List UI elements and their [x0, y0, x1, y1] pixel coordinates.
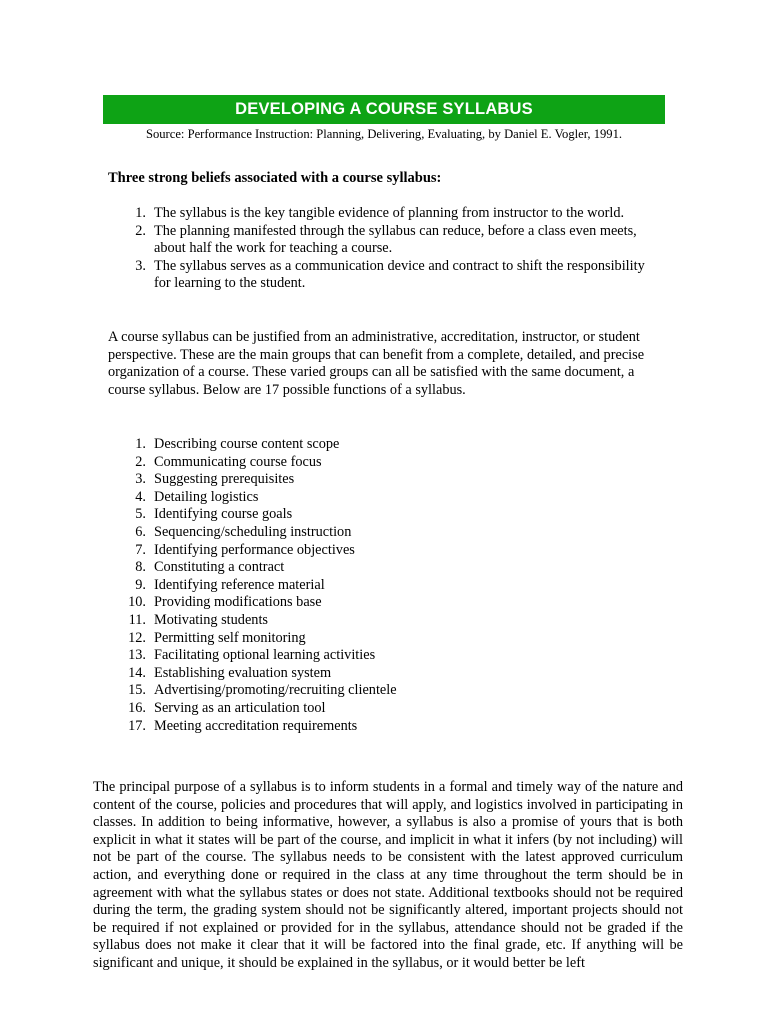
list-number: 16. [128, 699, 146, 716]
list-text: Constituting a contract [154, 559, 285, 576]
function-item [108, 612, 648, 630]
list-number: 8. [135, 559, 146, 576]
list-text: Providing modifications base [154, 594, 322, 611]
purpose-paragraph: The principal purpose of a syllabus is to inform students in a formal and timely way of the nature and content of the course, policies and procedures that will apply, and logistics involved in participating in classes. In addition to being informative, however, a syllabus is also a promise of yours that is both explicit in what it states will be part of the course, and implicit in what it infers (by not including) will not be part of the course. The syllabus needs to be consistent with the latest approved curriculum action, and everything done or required in the class at any time throughout the term should be in agreement with what the syllabus states or does not state. Additional textbooks should not be required during the term, the grading system should not be significantly altered, important projects should not be required if not explained or provided for in the syllabus, attendance should not be graded if the syllabus does not make it clear that it will be factored into the final grade, etc. If anything will be significant and unique, it should be explained in the syllabus, or it would better be left [93, 779, 683, 971]
list-text: Identifying course goals [154, 506, 293, 523]
list-text: The syllabus serves as a communication device and contract to shift the responsibility for learning to the student. [154, 257, 645, 292]
list-text: Communicating course focus [154, 453, 322, 470]
function-item [108, 700, 648, 718]
functions-list [108, 436, 648, 735]
intro-paragraph: A course syllabus can be justified from an administrative, accreditation, instructor, or student perspective. These are the main groups that can benefit from a complete, detailed, and precise organization of a course. These varied groups can all be satisfied with the same document, a course syllabus. Below are 17 possible functions of a syllabus. [108, 329, 645, 398]
belief-item [108, 223, 648, 258]
function-item [108, 506, 648, 524]
list-text: Advertising/promoting/recruiting clientele [154, 682, 397, 699]
function-item [108, 471, 648, 489]
list-text: Establishing evaluation system [154, 664, 332, 681]
list-text: Facilitating optional learning activities [154, 647, 376, 664]
list-number: 1. [135, 436, 146, 452]
function-item [108, 665, 648, 683]
function-item [108, 542, 648, 560]
source-citation: Source: Performance Instruction: Planning, Delivering, Evaluating, by Daniel E. Vogler, 1991. [145, 127, 623, 141]
list-text: Identifying performance objectives [154, 541, 355, 558]
list-number: 2. [135, 222, 146, 239]
list-number: 9. [135, 576, 146, 593]
list-text: Detailing logistics [154, 488, 259, 505]
function-item [108, 524, 648, 542]
function-item [108, 559, 648, 577]
list-number: 5. [135, 506, 146, 523]
list-text: Serving as an articulation tool [154, 699, 326, 716]
list-number: 3. [135, 471, 146, 488]
page-title: DEVELOPING A COURSE SYLLABUS [103, 95, 665, 124]
beliefs-heading: Three strong beliefs associated with a course syllabus: [108, 170, 442, 186]
list-number: 1. [135, 205, 146, 221]
list-text: Permitting self monitoring [154, 629, 306, 646]
list-number: 14. [128, 664, 146, 681]
list-number: 10. [128, 594, 146, 611]
function-item [108, 577, 648, 595]
belief-item [108, 258, 648, 293]
belief-item [108, 205, 648, 223]
list-number: 3. [135, 257, 146, 274]
beliefs-list [108, 205, 648, 293]
list-number: 6. [135, 523, 146, 540]
list-number: 11. [128, 611, 146, 628]
function-item [108, 647, 648, 665]
function-item [108, 489, 648, 507]
list-text: Meeting accreditation requirements [154, 717, 358, 734]
list-text: The syllabus is the key tangible evidence of planning from instructor to the world. [154, 205, 625, 221]
function-item [108, 718, 648, 736]
list-text: Identifying reference material [154, 576, 325, 593]
function-item [108, 594, 648, 612]
function-item [108, 436, 648, 454]
function-item [108, 454, 648, 472]
list-text: Motivating students [154, 611, 268, 628]
list-text: Sequencing/scheduling instruction [154, 523, 352, 540]
list-number: 13. [128, 647, 146, 664]
list-text: The planning manifested through the syllabus can reduce, before a class even meets, about half the work for teaching a course. [154, 222, 637, 257]
list-number: 7. [135, 541, 146, 558]
list-number: 12. [128, 629, 146, 646]
list-number: 4. [135, 488, 146, 505]
list-number: 15. [128, 682, 146, 699]
function-item [108, 630, 648, 648]
function-item [108, 682, 648, 700]
list-number: 2. [135, 453, 146, 470]
list-text: Describing course content scope [154, 436, 340, 452]
list-number: 17. [128, 717, 146, 734]
list-text: Suggesting prerequisites [154, 471, 295, 488]
